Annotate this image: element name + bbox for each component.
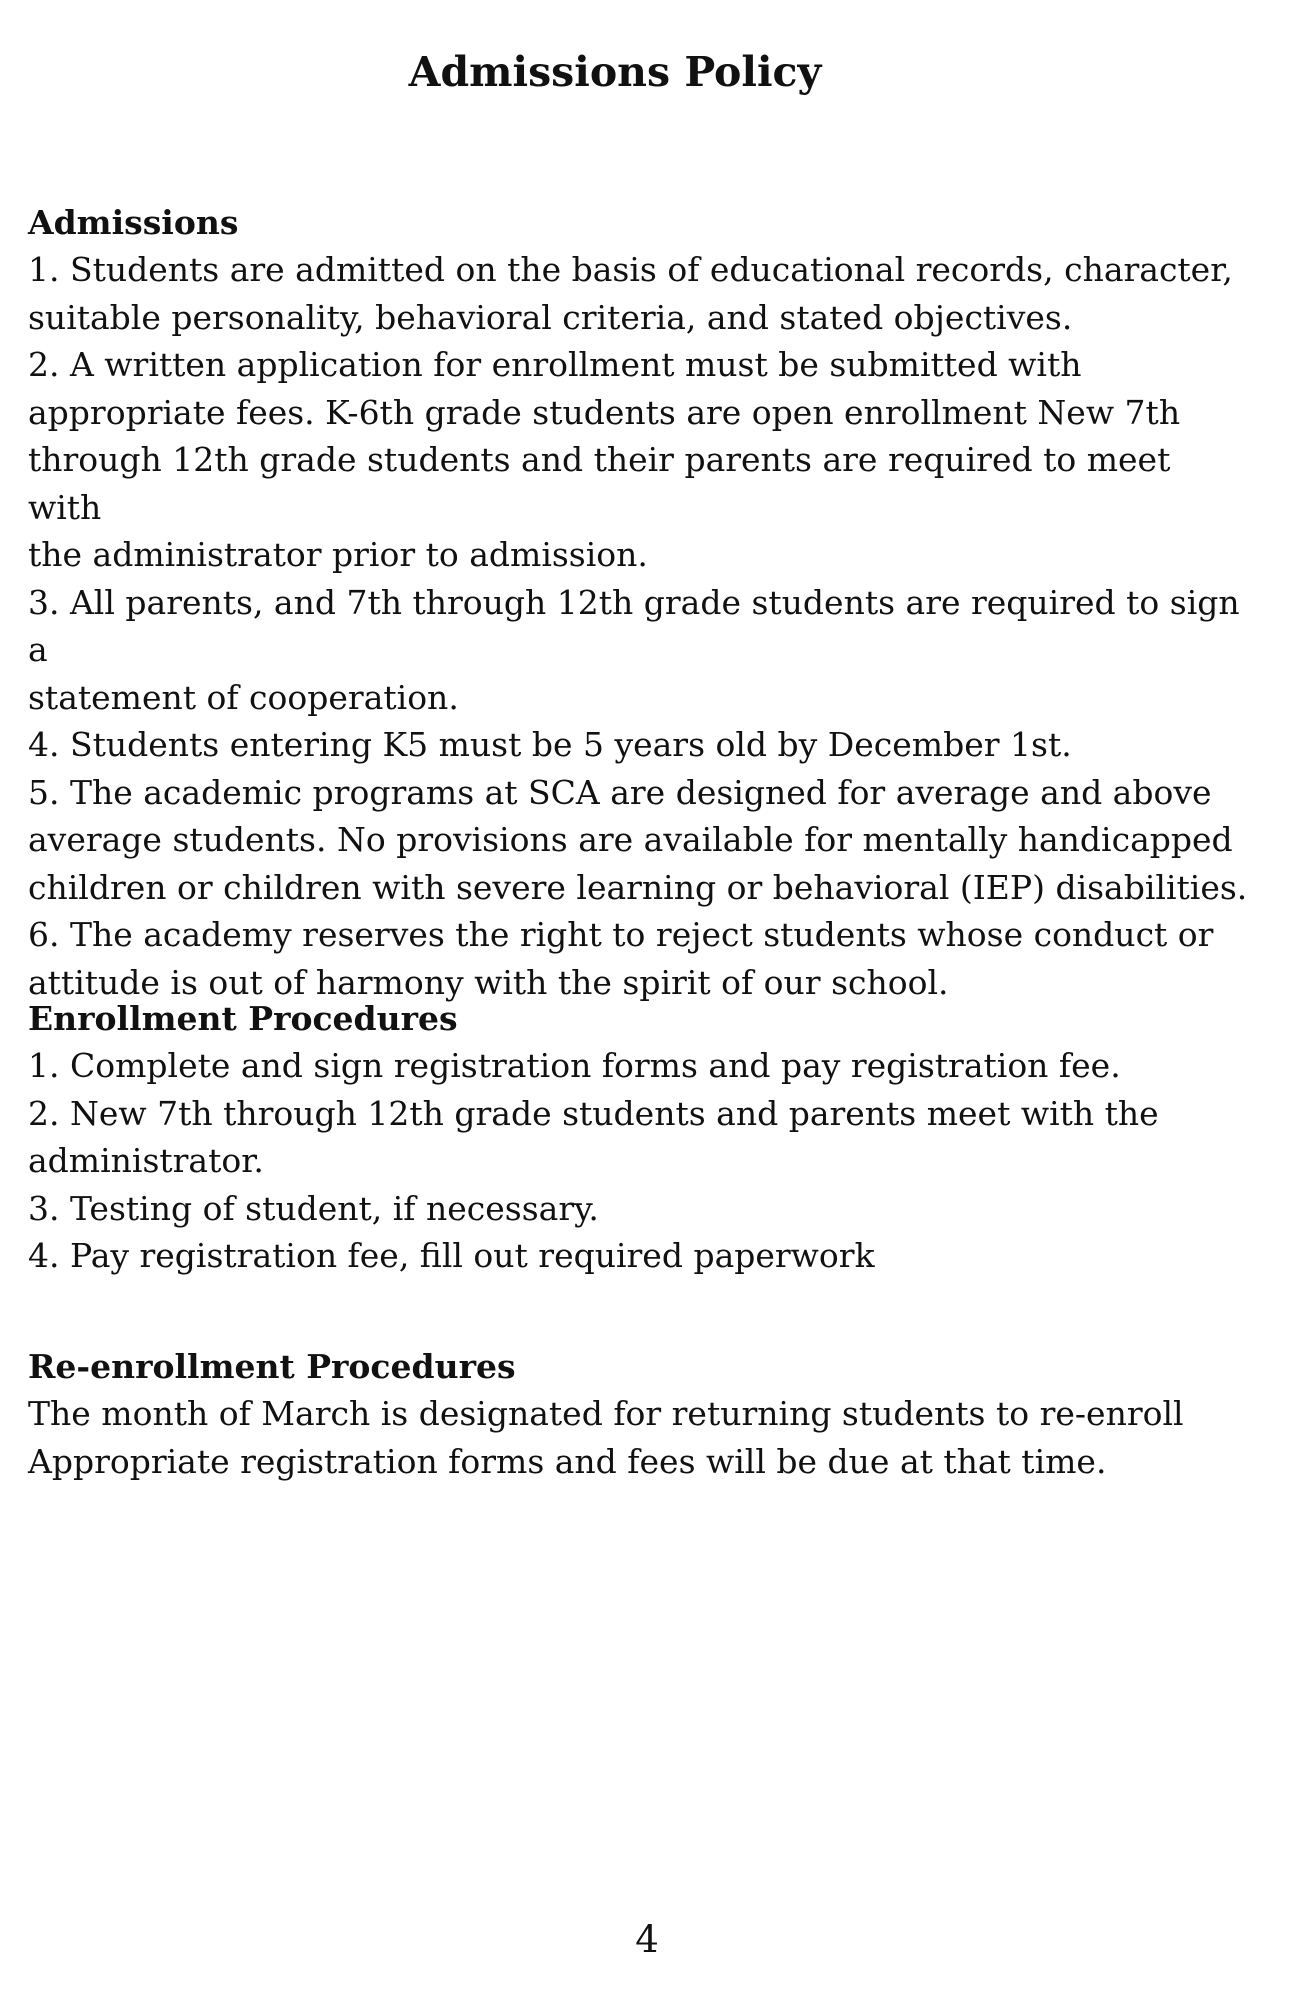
admissions-section	[28, 199, 1253, 1006]
enrollment-procedures-heading: Enrollment Procedures	[28, 999, 458, 1038]
reenrollment-procedures-heading: Re-enrollment Procedures	[28, 1347, 516, 1386]
admissions-item-3: 3. All parents, and 7th through 12th grade students are required to sign a statement of cooperation.	[28, 582, 1240, 717]
enrollment-item-2: 2. New 7th through 12th grade students and parents meet with the administrator.	[28, 1093, 1159, 1180]
admissions-item-4: 4. Students entering K5 must be 5 years old by December 1st.	[28, 725, 1072, 764]
admissions-item-1: 1. Students are admitted on the basis of educational records, character, suitable personality, behavioral criteria, and stated objectives.	[28, 250, 1233, 337]
enrollment-item-1: 1. Complete and sign registration forms and pay registration fee.	[28, 1046, 1121, 1085]
reenrollment-paragraph: The month of March is designated for returning students to re-enroll Appropriate registration forms and fees will be due at that time.	[28, 1394, 1184, 1481]
enrollment-item-4: 4. Pay registration fee, fill out required paperwork	[28, 1236, 875, 1275]
admissions-item-5: 5. The academic programs at SCA are designed for average and above average students. No provisions are available for mentally handicapped children or children with severe learning or behavioral (IEP) disabilities.	[28, 772, 1248, 907]
page-title: Admissions Policy	[408, 48, 822, 96]
admissions-item-6: 6. The academy reserves the right to reject students whose conduct or attitude is out of harmony with the spirit of our school.	[28, 915, 1214, 1002]
admissions-item-2: 2. A written application for enrollment must be submitted with appropriate fees. K-6th grade students are open enrollment New 7th through 12th grade students and their parents are required to meet with the administrator prior to admission.	[28, 345, 1181, 574]
page-number: 4	[635, 1918, 659, 1961]
reenrollment-procedures-section	[28, 1343, 1253, 1485]
enrollment-item-3: 3. Testing of student, if necessary.	[28, 1188, 599, 1228]
admissions-heading: Admissions	[28, 203, 239, 242]
enrollment-procedures-section	[28, 995, 1253, 1280]
